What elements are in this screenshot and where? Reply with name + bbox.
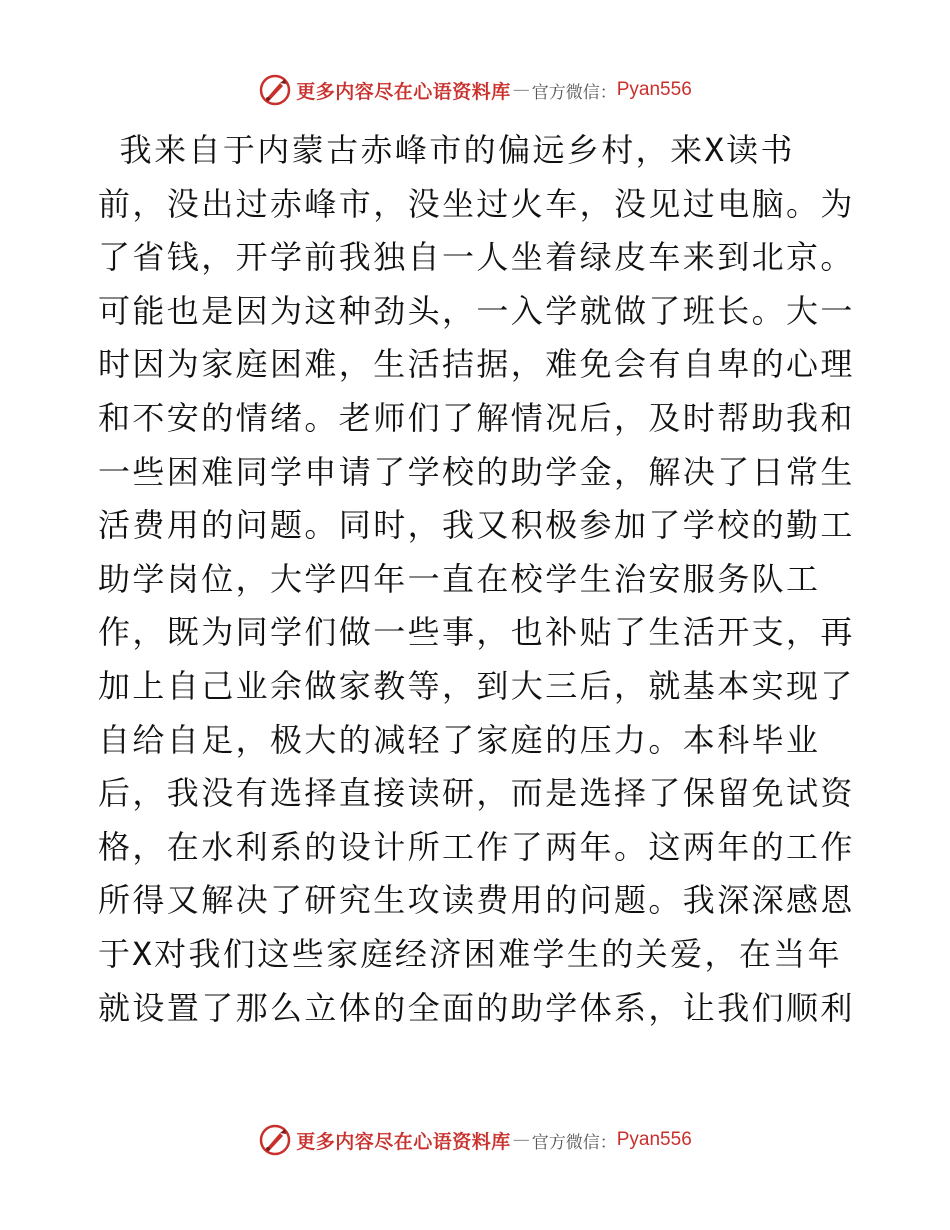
body-line-15: 所得又解决了研究生攻读费用的问题。我深深感恩	[98, 881, 855, 920]
quill-logo-icon	[258, 1123, 292, 1157]
banner-dash: —	[512, 80, 530, 100]
banner-wechat-account: Pyan556	[616, 1129, 692, 1150]
body-line-1: 我来自于内蒙古赤峰市的偏远乡村，来X读书	[98, 131, 795, 169]
body-line-14: 格，在水利系的设计所工作了两年。这两年的工作	[98, 827, 855, 866]
body-line-16: 于X对我们这些家庭经济困难学生的关爱，在当年	[98, 934, 843, 973]
body-line-6: 和不安的情绪。老师们了解情况后，及时帮助我和	[98, 398, 855, 437]
banner-wechat-label: 官方微信：	[531, 82, 617, 103]
header-banner	[0, 70, 950, 110]
document-body	[98, 124, 858, 1035]
body-line-13: 后，我没有选择直接读研，而是选择了保留免试资	[98, 774, 855, 813]
footer-banner	[0, 1120, 950, 1160]
body-line-12: 自给自足，极大的减轻了家庭的压力。本科毕业	[98, 720, 821, 759]
body-line-9: 助学岗位，大学四年一直在校学生治安服务队工	[98, 559, 821, 598]
banner-wechat-account: Pyan556	[616, 79, 692, 100]
body-line-5: 时因为家庭困难，生活拮据，难免会有自卑的心理	[98, 345, 855, 384]
banner-wechat-label: 官方微信：	[531, 1132, 617, 1153]
body-line-17: 就设置了那么立体的全面的助学体系，让我们顺利	[98, 988, 855, 1027]
banner-promo-text: 更多内容尽在心语资料库	[296, 80, 511, 103]
banner-dash: —	[512, 1130, 530, 1150]
body-line-7: 一些困难同学申请了学校的助学金，解决了日常生	[98, 452, 855, 491]
quill-logo-icon	[258, 73, 292, 107]
body-line-8: 活费用的问题。同时，我又积极参加了学校的勤工	[98, 506, 855, 545]
body-line-4: 可能也是因为这种劲头，一入学就做了班长。大一	[98, 291, 855, 330]
banner-promo-text: 更多内容尽在心语资料库	[296, 1130, 511, 1153]
body-line-2: 前，没出过赤峰市，没坐过火车，没见过电脑。为	[98, 184, 855, 223]
body-line-11: 加上自己业余做家教等，到大三后，就基本实现了	[98, 666, 855, 705]
body-line-3: 了省钱，开学前我独自一人坐着绿皮车来到北京。	[98, 238, 855, 277]
body-line-10: 作，既为同学们做一些事，也补贴了生活开支，再	[98, 613, 855, 652]
